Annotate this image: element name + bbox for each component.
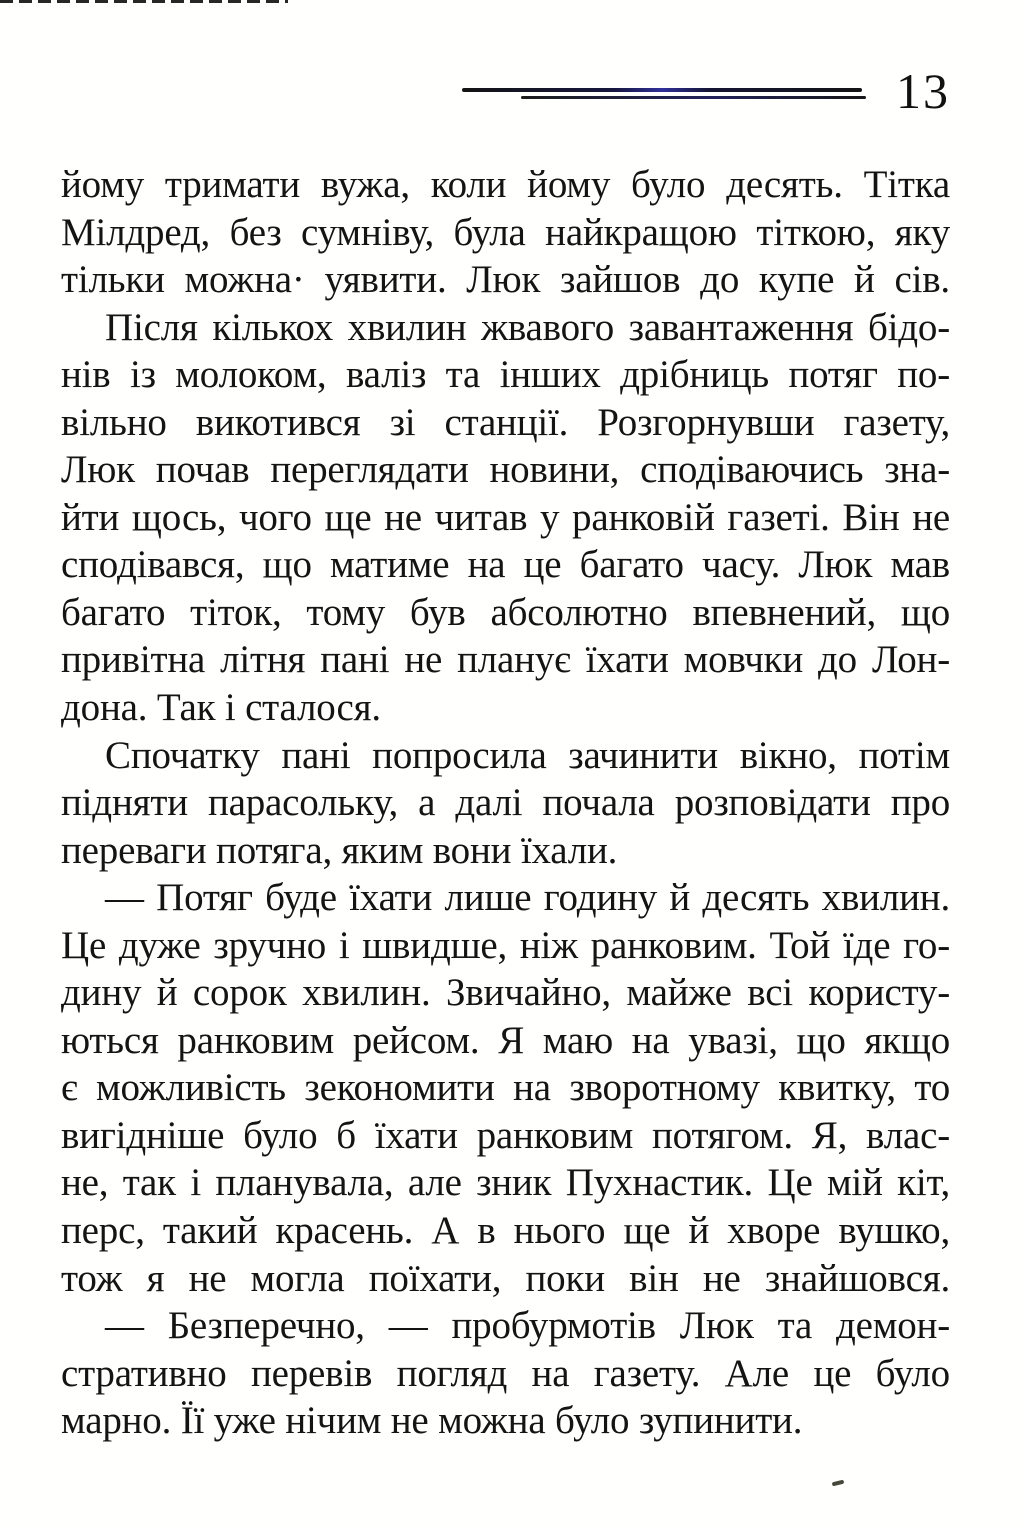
- text-line: стративно перевів погляд на газету. Але це було: [61, 1351, 950, 1395]
- text-line: багато тіток, тому був абсолютно впевнений, що: [61, 590, 950, 634]
- text-line: йому тримати вужа, коли йому було десять. Тітка: [61, 163, 950, 206]
- text-line: нів із молоком, валіз та інших дрібниць потяг по-: [61, 353, 950, 397]
- text-line: тож я не могла поїхати, поки він не знайшовся.: [61, 1256, 950, 1300]
- paragraph: [61, 161, 950, 304]
- text-line: сподівався, що матиме на це багато часу. Люк мав: [61, 543, 950, 587]
- text-line: перс, такий красень. А в нього ще й хворе вушко,: [61, 1209, 950, 1253]
- text-line: Люк почав переглядати новини, сподіваючись зна-: [61, 448, 950, 492]
- text-line: марно. Її уже нічим не можна було зупинити.: [61, 1399, 803, 1443]
- text-line: тільки можна· уявити. Люк зайшов до купе й сів.: [61, 258, 950, 302]
- text-line: Це дуже зручно і швидше, ніж ранковим. Той їде го-: [61, 923, 950, 967]
- text-line: — Потяг буде їхати лише годину й десять хвилин.: [105, 876, 950, 920]
- text-line: підняти парасольку, а далі почала розповідати про: [61, 781, 950, 825]
- text-line: Спочатку пані попросила зачинити вікно, потім: [105, 733, 950, 777]
- text-line: вільно викотився зі станції. Розгорнувши газету,: [61, 400, 950, 444]
- header-rule-top: [462, 88, 862, 92]
- text-line: привітна літня пані не планує їхати мовчки до Лон-: [61, 638, 950, 682]
- header-rule-middle: [521, 96, 866, 99]
- paragraph: [61, 874, 950, 1302]
- text-line: переваги потяга, яким вони їхали.: [61, 828, 618, 872]
- ink-speck: [832, 1480, 845, 1487]
- paragraph: [61, 1302, 950, 1445]
- text-line: дину й сорок хвилин. Звичайно, майже всі користу-: [61, 971, 950, 1015]
- paragraph: [61, 732, 950, 875]
- text-line: ються ранковим рейсом. Я маю на увазі, що якщо: [61, 1018, 950, 1062]
- text-line: — Безперечно, — пробурмотів Люк та демон-: [105, 1304, 950, 1348]
- header-rule-dashed: [0, 0, 288, 3]
- text-line: вигідніше було б їхати ранковим потягом. Я, влас-: [61, 1113, 950, 1157]
- text-line: йти щось, чого ще не читав у ранковій газеті. Він не: [61, 495, 950, 539]
- text-line: дона. Так і сталося.: [61, 686, 381, 730]
- text-line: не, так і планувала, але зник Пухнастик. Це мій кіт,: [61, 1161, 950, 1205]
- page-text: [61, 161, 950, 1445]
- text-line: є можливість зекономити на зворотному квитку, то: [61, 1066, 950, 1110]
- page-number: 13: [896, 63, 950, 119]
- text-line: Після кількох хвилин жвавого завантаження бідо-: [105, 305, 950, 349]
- text-line: Мілдред, без сумніву, була найкращою тіткою, яку: [61, 210, 950, 254]
- paragraph: [61, 304, 950, 732]
